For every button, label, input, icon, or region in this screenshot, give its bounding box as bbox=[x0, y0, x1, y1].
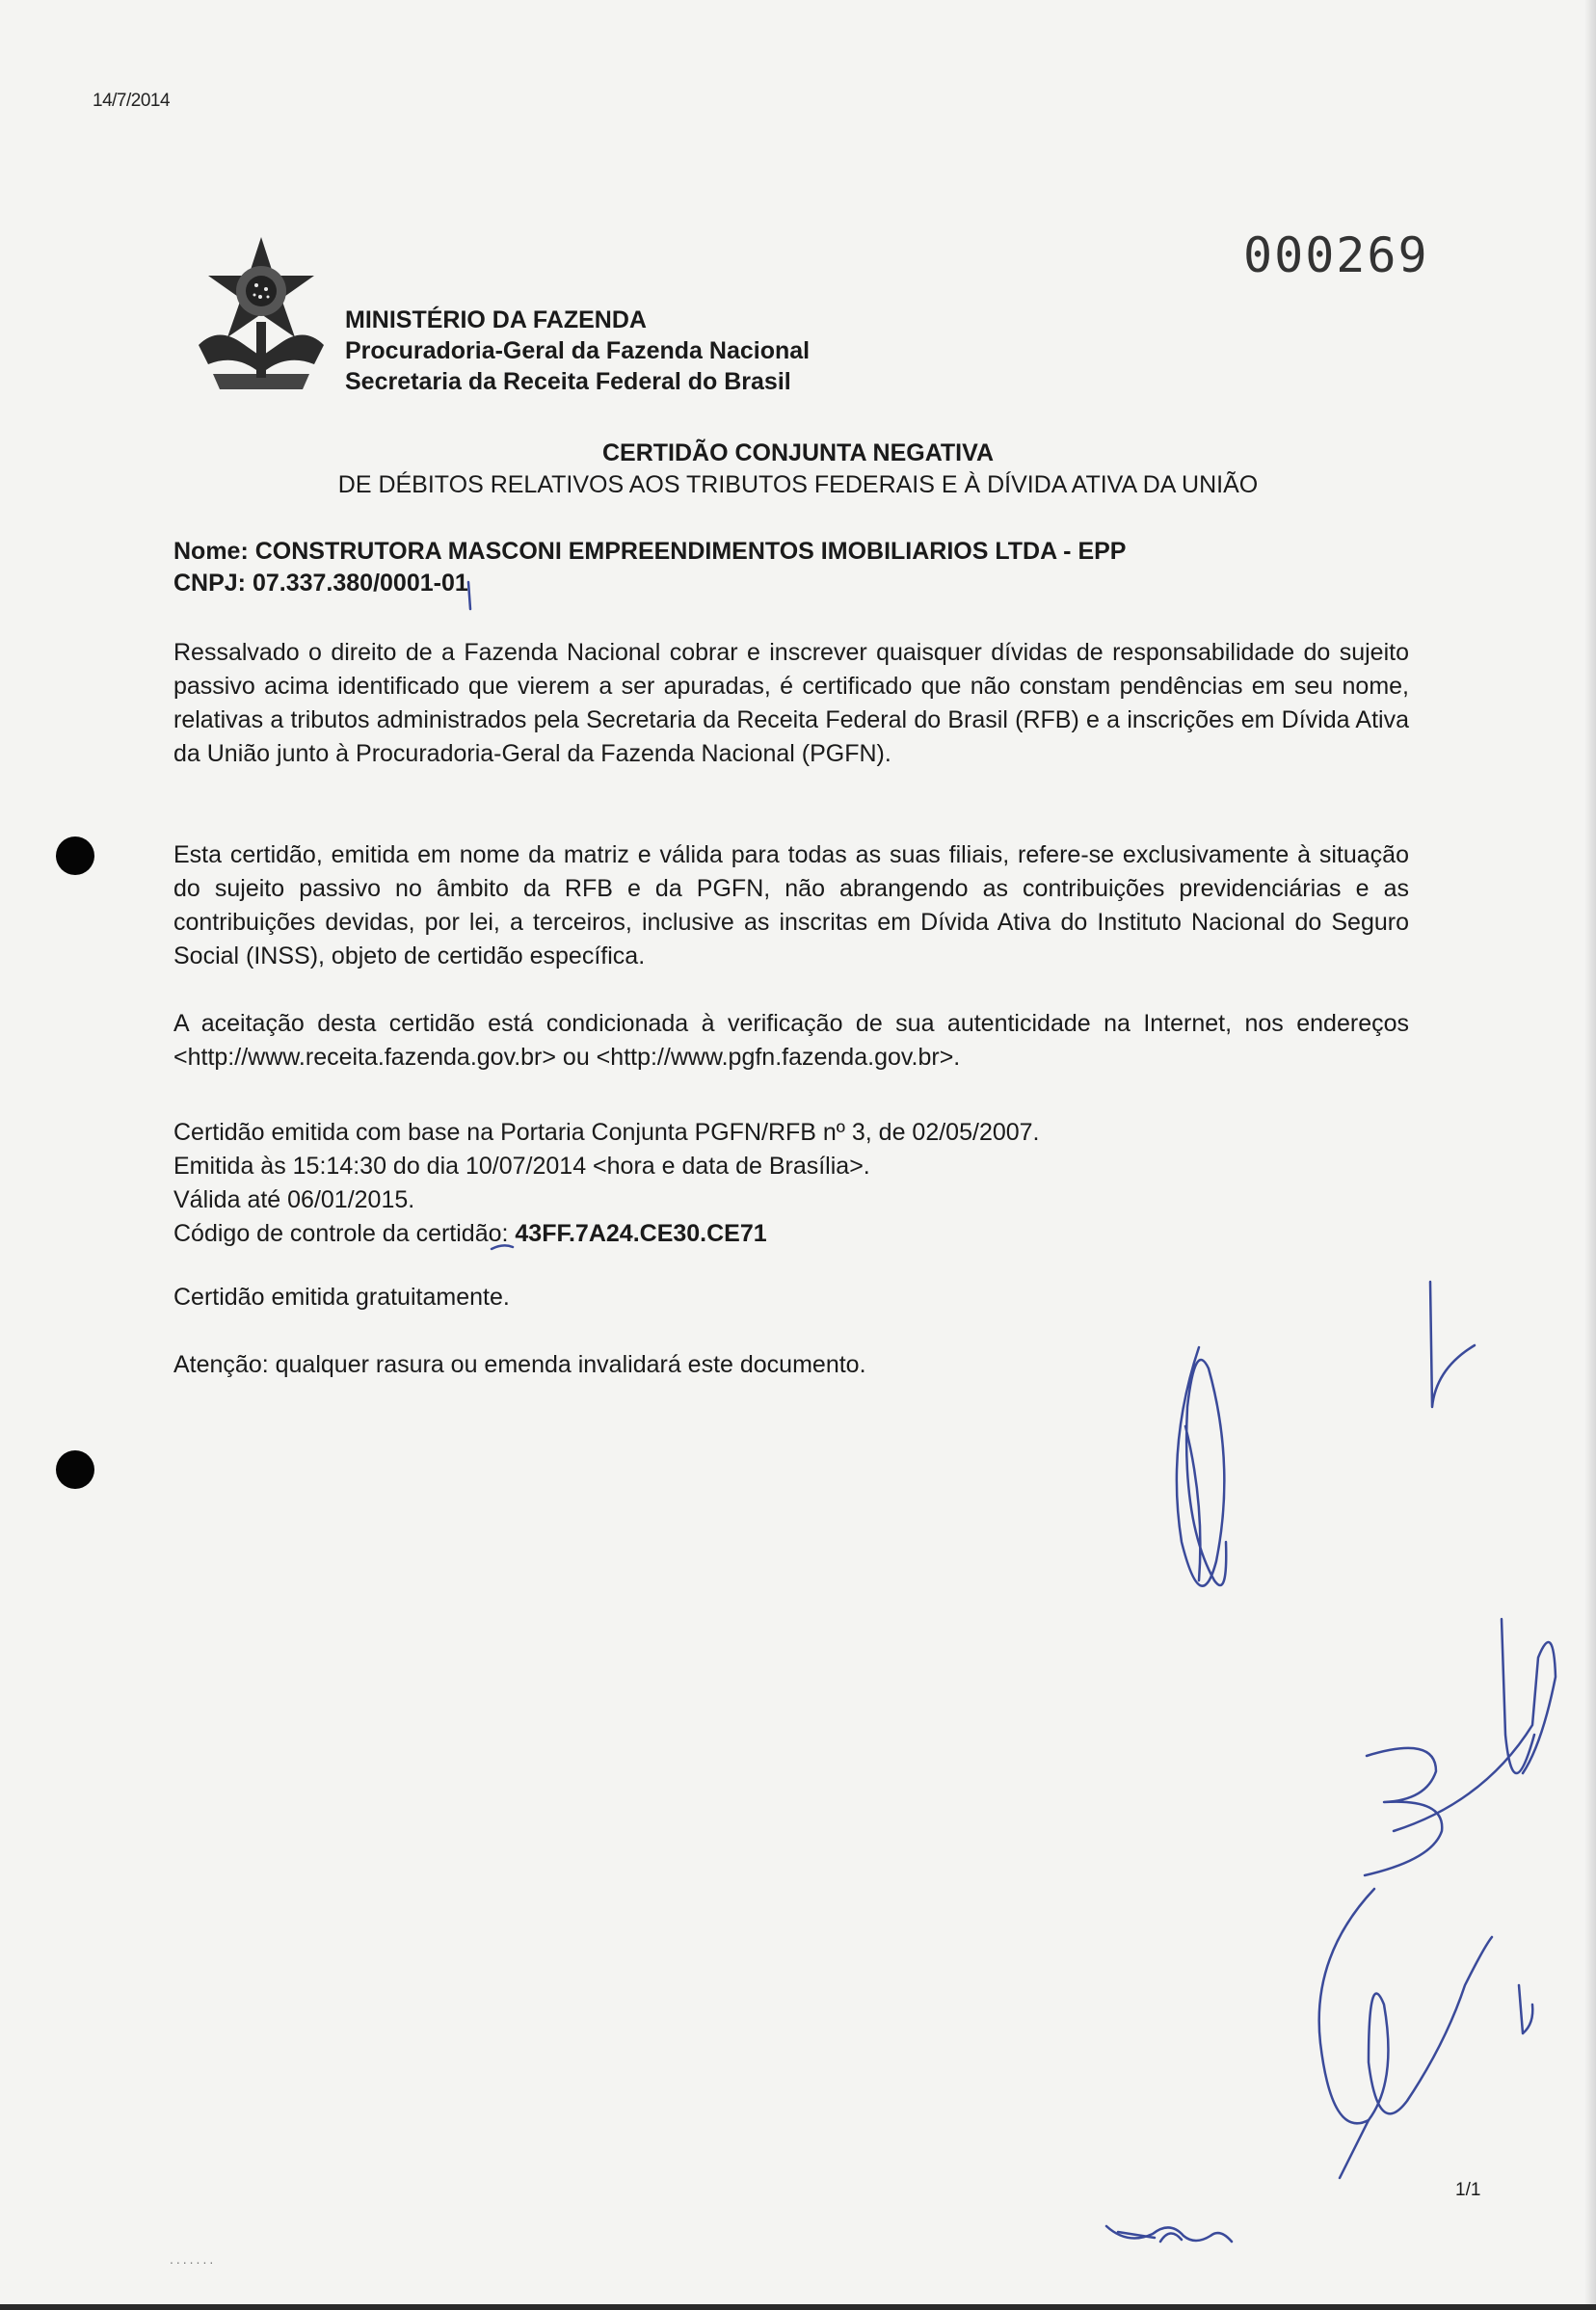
paragraph-certification: Ressalvado o direito de a Fazenda Nacional cobrar e inscrever quaisquer dívidas de responsabilidade do sujeito passivo acima identificado que vierem a ser apuradas, é certificado que não constam pendências em seu nome, relativas a tributos administrados pela Secretaria da Receita Federal do Brasil (RFB) e a inscrições em Dívida Ativa da União junto à Procuradoria-Geral da Fazenda Nacional (PGFN). bbox=[173, 639, 1409, 767]
control-code-line bbox=[173, 1217, 1040, 1251]
certificate-title bbox=[0, 438, 1596, 501]
taxpayer-cnpj: CNPJ: 07.337.380/0001-01 bbox=[173, 570, 468, 597]
ministry-name: MINISTÉRIO DA FAZENDA bbox=[345, 306, 647, 333]
punch-hole-top bbox=[56, 836, 94, 875]
issuance-details bbox=[173, 1116, 1040, 1251]
issued-at: Emitida às 15:14:30 do dia 10/07/2014 <hora e data de Brasília>. bbox=[173, 1153, 870, 1180]
page-edge-shadow bbox=[1584, 0, 1596, 2310]
secretaria-name: Secretaria da Receita Federal do Brasil bbox=[345, 368, 791, 395]
footer-dots: ....... bbox=[170, 2251, 217, 2267]
free-issuance-note: Certidão emitida gratuitamente. bbox=[173, 1284, 510, 1311]
paragraph-scope: Esta certidão, emitida em nome da matriz e válida para todas as suas filiais, refere-se exclusivamente à situação do sujeito passivo no âmbito da RFB e da PGFN, não abrangendo as contribuições previdenciárias e as contribuições devidas, por lei, a terceiros, inclusive as inscritas em Dívida Ativa do Instituto Nacional do Seguro Social (INSS), objeto de certidão específica. bbox=[173, 841, 1409, 969]
control-code-label: Código de controle da certidão: bbox=[173, 1220, 516, 1247]
page-number: 1/1 bbox=[1455, 2180, 1481, 2200]
brazil-coat-of-arms-icon bbox=[189, 229, 333, 403]
legal-basis: Certidão emitida com base na Portaria Conjunta PGFN/RFB nº 3, de 02/05/2007. bbox=[173, 1119, 1040, 1146]
procuradoria-name: Procuradoria-Geral da Fazenda Nacional bbox=[345, 337, 811, 364]
punch-hole-bottom bbox=[56, 1450, 94, 1489]
taxpayer-identification bbox=[173, 536, 1126, 599]
paragraph-authenticity: A aceitação desta certidão está condicionada à verificação de sua autenticidade na Internet, nos endereços <http://www.receita.fazenda.gov.br> ou <http://www.pgfn.fazenda.gov.br>. bbox=[173, 1010, 1409, 1071]
organization-header bbox=[345, 305, 810, 397]
footer-scribble-2 bbox=[1118, 2232, 1182, 2242]
footer-scribble bbox=[1106, 2226, 1232, 2242]
signature-loop bbox=[1177, 1347, 1226, 1586]
certificate-title-line2: DE DÉBITOS RELATIVOS AOS TRIBUTOS FEDERAIS E À DÍVIDA ATIVA DA UNIÃO bbox=[337, 471, 1259, 498]
initials-mark bbox=[1430, 1282, 1475, 1407]
valid-until: Válida até 06/01/2015. bbox=[173, 1186, 415, 1213]
signature-stroke-2 bbox=[1502, 1619, 1534, 1773]
signature-small-mark bbox=[1519, 1985, 1532, 2033]
stamp-number: 000269 bbox=[1243, 227, 1429, 283]
signature-three bbox=[1365, 1748, 1442, 1875]
taxpayer-name: Nome: CONSTRUTORA MASCONI EMPREENDIMENTOS IMOBILIARIOS LTDA - EPP bbox=[173, 538, 1127, 565]
signature-large bbox=[1319, 1889, 1492, 2123]
signature-loop-inner bbox=[1185, 1426, 1200, 1580]
signature-flourish bbox=[1340, 2120, 1369, 2178]
control-code-value: 43FF.7A24.CE30.CE71 bbox=[515, 1220, 767, 1247]
print-date: 14/7/2014 bbox=[93, 91, 171, 111]
page-bottom-border bbox=[0, 2304, 1596, 2310]
certificate-title-line1: CERTIDÃO CONJUNTA NEGATIVA bbox=[601, 439, 995, 466]
amendment-warning: Atenção: qualquer rasura ou emenda invalidará este documento. bbox=[173, 1351, 866, 1378]
signature-stroke bbox=[1394, 1642, 1556, 1831]
